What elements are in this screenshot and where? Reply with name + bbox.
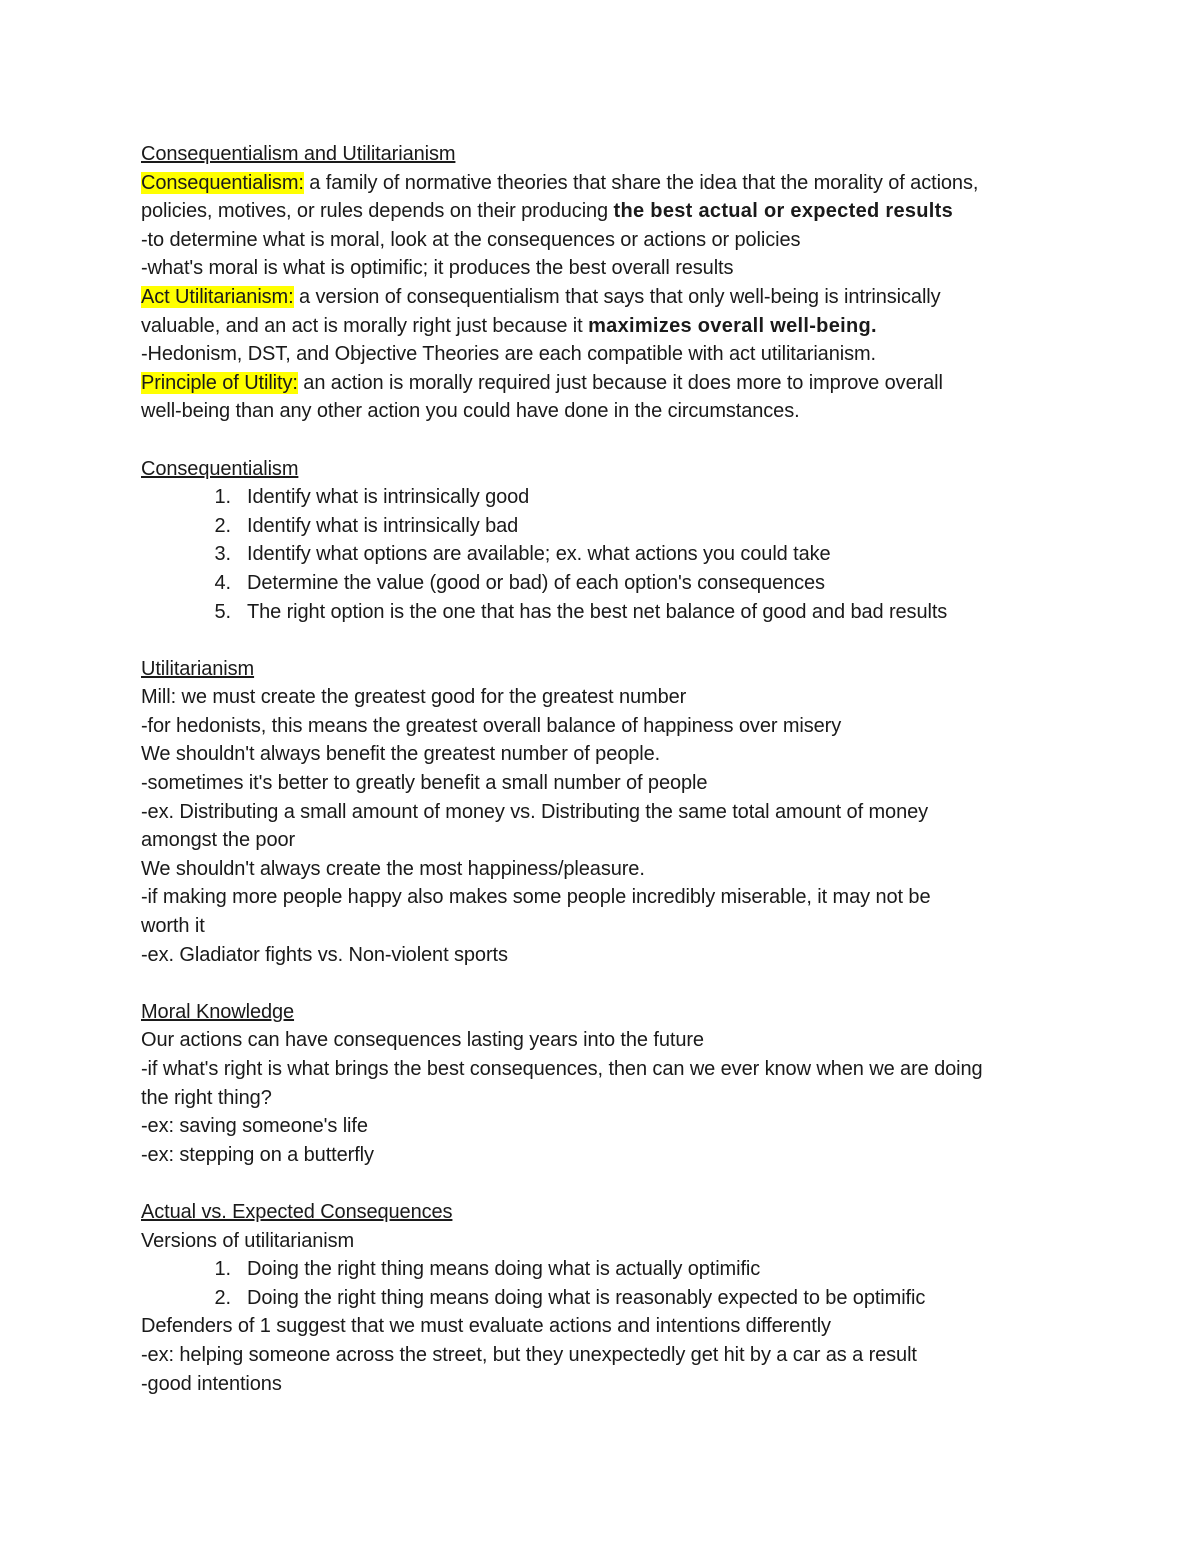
list-item: 1. Doing the right thing means doing what is actually optimific [214, 1258, 761, 1281]
text-line: We shouldn't always benefit the greatest number of people. [141, 743, 661, 766]
text-line: -good intentions [141, 1372, 282, 1395]
spacer [141, 426, 1081, 455]
highlighted-term: Principle of Utility: [141, 371, 298, 394]
list-item: 2. Identify what is intrinsically bad [214, 514, 519, 537]
definition-principle-of-utility: Principle of Utility: an action is morally required just because it does more to improve overall [141, 371, 943, 394]
text-line: valuable, and an act is morally right just because it maximizes overall well-being. [141, 314, 877, 337]
spacer [141, 626, 1081, 655]
section-heading: Moral Knowledge [141, 1000, 295, 1023]
text-line: -what's moral is what is optimific; it produces the best overall results [141, 257, 734, 280]
text-line: -Hedonism, DST, and Objective Theories are each compatible with act utilitarianism. [141, 343, 876, 366]
text-line: Versions of utilitarianism [141, 1229, 355, 1252]
section-heading: Consequentialism and Utilitarianism [141, 143, 456, 165]
bold-phrase: maximizes overall well-being. [588, 314, 877, 337]
text-line: -sometimes it's better to greatly benefit a small number of people [141, 772, 708, 795]
list-item: 2. Doing the right thing means doing what is reasonably expected to be optimific [214, 1286, 926, 1309]
text-line: We shouldn't always create the most happiness/pleasure. [141, 857, 645, 880]
list-item: 5. The right option is the one that has the best net balance of good and bad results [214, 600, 948, 623]
section-heading: Consequentialism [141, 457, 299, 480]
text-line: the right thing? [141, 1086, 272, 1109]
text-line: -ex: saving someone's life [141, 1115, 368, 1138]
list-item: 3. Identify what options are available; ex. what actions you could take [214, 543, 831, 566]
list-item: 1. Identify what is intrinsically good [214, 486, 530, 509]
text-line: Our actions can have consequences lasting years into the future [141, 1029, 704, 1052]
spacer [141, 969, 1081, 998]
text-line: -ex. Gladiator fights vs. Non-violent sports [141, 943, 508, 966]
text-line: well-being than any other action you could have done in the circumstances. [141, 400, 800, 423]
text-line: -for hedonists, this means the greatest overall balance of happiness over misery [141, 714, 842, 737]
text-line: -to determine what is moral, look at the consequences or actions or policies [141, 228, 801, 251]
text-line: Defenders of 1 suggest that we must evaluate actions and intentions differently [141, 1315, 831, 1338]
highlighted-term: Act Utilitarianism: [141, 285, 294, 308]
definition-act-utilitarianism: Act Utilitarianism: a version of consequentialism that says that only well-being is intrinsically [141, 285, 941, 308]
bold-phrase: the best actual or expected results [613, 200, 954, 223]
text-line: amongst the poor [141, 829, 296, 852]
text-line: -ex: stepping on a butterfly [141, 1143, 374, 1166]
text-line: -ex: helping someone across the street, but they unexpectedly get hit by a car as a result [141, 1343, 917, 1366]
document-page [141, 140, 1081, 1398]
text-line: policies, motives, or rules depends on their producing the best actual or expected results [141, 200, 954, 223]
text-line: Mill: we must create the greatest good for the greatest number [141, 686, 687, 709]
text-line: worth it [141, 915, 205, 938]
text-line: -ex. Distributing a small amount of money vs. Distributing the same total amount of money [141, 800, 929, 823]
section-heading: Utilitarianism [141, 657, 255, 680]
text-line: -if what's right is what brings the best consequences, then can we ever know when we are doing [141, 1058, 983, 1080]
spacer [141, 1169, 1081, 1198]
highlighted-term: Consequentialism: [141, 171, 304, 194]
section-heading: Actual vs. Expected Consequences [141, 1200, 453, 1223]
list-item: 4. Determine the value (good or bad) of each option's consequences [214, 571, 825, 594]
definition-consequentialism: Consequentialism: a family of normative theories that share the idea that the morality of actions, [141, 171, 979, 194]
text-line: -if making more people happy also makes some people incredibly miserable, it may not be [141, 886, 931, 909]
